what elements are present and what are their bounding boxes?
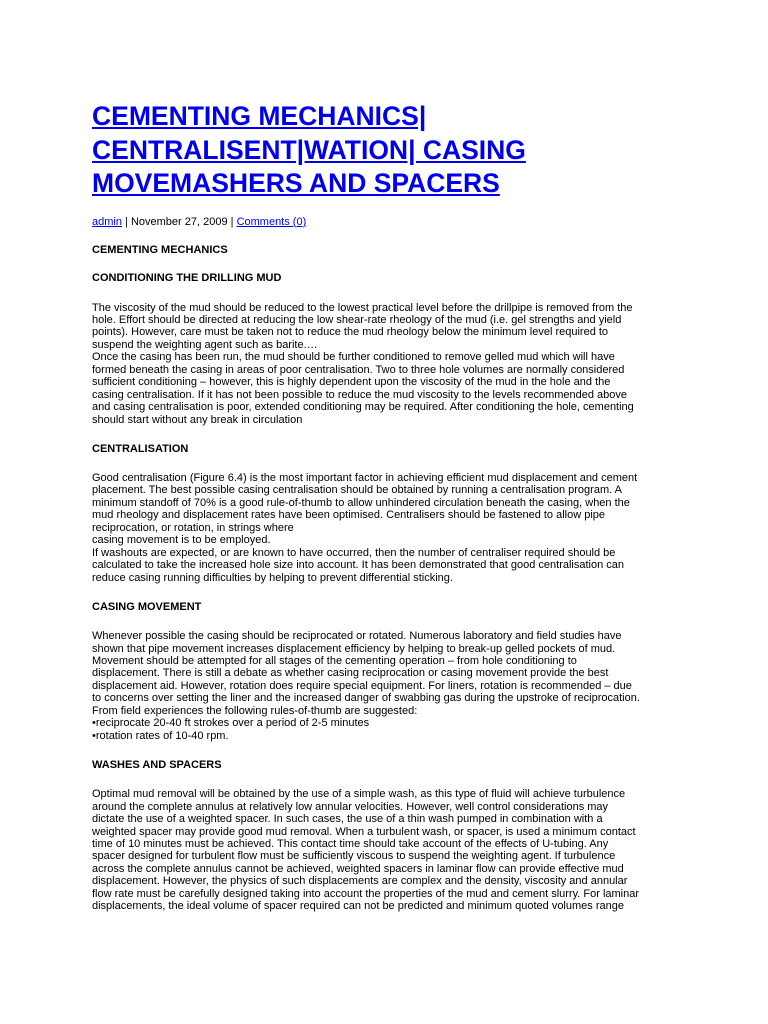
paragraph-line: points). However, care must be taken not to reduce the mud rheology below the minimum level required to xyxy=(92,326,609,339)
paragraph-line: shown that pipe movement increases displacement efficiency by helping to break-up gelled pockets of mud. xyxy=(92,642,616,655)
comments-link[interactable]: Comments (0) xyxy=(236,215,307,228)
paragraph-line: to concerns over setting the liner and the increased danger of swabbing gas during the upstroke of reciprocation. xyxy=(92,692,640,705)
paragraph-line: and casing centralisation is poor, extended conditioning may be required. After conditioning the hole, cementing xyxy=(92,401,634,414)
paragraph-line: around the complete annulus at relatively low annular velocities. However, well control considerations may xyxy=(92,800,609,813)
paragraph-line: mud rheology and displacement rates have been optimised. Centralisers should be fastened to allow pipe xyxy=(92,509,606,522)
paragraph-line: formed beneath the casing in areas of poor centralisation. Two to three hole volumes are normally considered xyxy=(92,363,625,376)
paragraph-line: Once the casing has been run, the mud should be further conditioned to remove gelled mud which will have xyxy=(92,351,615,364)
article xyxy=(92,100,712,913)
main-heading: CEMENTING MECHANICS xyxy=(92,243,228,256)
title-line-1[interactable]: CEMENTING MECHANICS| xyxy=(92,101,427,131)
paragraph-line: reduce casing running difficulties by helping to prevent differential sticking. xyxy=(92,571,453,584)
post-date: November 27, 2009 xyxy=(130,215,228,228)
paragraph-line: should start without any break in circulation xyxy=(92,413,303,426)
paragraph-line: displacements, the ideal volume of spacer required can not be predicted and minimum quoted volumes range xyxy=(92,900,624,913)
section-heading: WASHES AND SPACERS xyxy=(92,759,222,772)
section-heading: CASING MOVEMENT xyxy=(92,601,202,614)
paragraph-line: From field experiences the following rules-of-thumb are suggested: xyxy=(92,704,418,717)
paragraph-line: The viscosity of the mud should be reduced to the lowest practical level before the drillpipe is removed from the xyxy=(92,301,633,314)
paragraph-line: calculated to take the increased hole size into account. It has been demonstrated that good centralisation can xyxy=(92,559,625,572)
paragraph-line: across the complete annulus cannot be achieved, weighted spacers in laminar flow can provide effective mud xyxy=(92,862,624,875)
title-line-2[interactable]: CENTRALISENT|WATION| CASING xyxy=(92,134,526,165)
paragraph-line: displacement. However, the physics of such displacements are complex and the density, viscosity and annular xyxy=(92,875,628,888)
paragraph-line: •reciprocate 20-40 ft strokes over a period of 2-5 minutes xyxy=(92,717,370,730)
paragraph-line: minimum standoff of 70% is a good rule-of-thumb to allow unhindered circulation beneath the casing, when the xyxy=(92,496,630,509)
paragraph-line: sufficient conditioning – however, this is highly dependent upon the viscosity of the mud in the hole and the xyxy=(92,376,611,389)
paragraph-line: time of 10 minutes must be achieved. This contact time should take account of the effects of U-tubing. Any xyxy=(92,838,609,850)
paragraph-line: displacement aid. However, rotation does require special equipment. For liners, rotation is recommended – due xyxy=(92,679,632,692)
article-title-link[interactable] xyxy=(92,100,712,201)
paragraph-line: casing centralisation. If it has not been possible to reduce the mud viscosity to the levels recommended above xyxy=(92,388,628,401)
section-paragraph xyxy=(92,472,712,584)
paragraph-line: suspend the weighting agent such as barite.… xyxy=(92,338,318,351)
paragraph-line: displacement. There is still a debate as whether casing reciprocation or casing movement provide the best xyxy=(92,667,609,680)
paragraph-line: placement. The best possible casing centralisation should be obtained by running a centralisation program. A xyxy=(92,484,622,497)
section-heading: CONDITIONING THE DRILLING MUD xyxy=(92,271,282,284)
section-paragraph xyxy=(92,788,712,913)
paragraph-line: flow rate must be carefully designed taking into account the properties of the mud and cement slurry. For laminar xyxy=(92,887,640,900)
meta-separator: | xyxy=(121,215,131,228)
paragraph-line: reciprocation, or rotation, in strings where xyxy=(92,521,294,534)
paragraph-line: •rotation rates of 10-40 rpm. xyxy=(92,729,229,742)
meta-separator: | xyxy=(227,215,237,228)
paragraph-line: weighted spacer may provide good mud removal. When a turbulent wash, or spacer, is used a minimum contact xyxy=(92,825,636,838)
paragraph-line: If washouts are expected, or are known to have occurred, then the number of centraliser required should be xyxy=(92,546,616,559)
paragraph-line: Whenever possible the casing should be reciprocated or rotated. Numerous laboratory and field studies have xyxy=(92,630,622,643)
paragraph-line: casing movement is to be employed. xyxy=(92,534,271,547)
paragraph-line: Optimal mud removal will be obtained by the use of a simple wash, as this type of fluid will achieve turbulence xyxy=(92,788,626,801)
paragraph-line: hole. Effort should be directed at reducing the low shear-rate rheology of the mud (i.e. gel strengths and yield xyxy=(92,313,622,326)
author-link[interactable]: admin xyxy=(92,215,122,228)
section-paragraph xyxy=(92,302,712,427)
section-heading: CENTRALISATION xyxy=(92,443,189,456)
paragraph-line: spacer designed for turbulent flow must be sufficiently viscous to suspend the weighting agent. If turbulence xyxy=(92,850,616,863)
paragraph-line: Good centralisation (Figure 6.4) is the most important factor in achieving efficient mud displacement and cement xyxy=(92,472,638,485)
post-meta xyxy=(92,215,712,229)
section-paragraph xyxy=(92,630,712,742)
paragraph-line: Movement should be attempted for all stages of the cementing operation – from hole conditioning to xyxy=(92,655,577,668)
paragraph-line: dictate the use of a weighted spacer. In such cases, the use of a thin wash pumped in combination with a xyxy=(92,813,603,826)
title-line-3[interactable]: MOVEMASHERS AND SPACERS xyxy=(92,168,500,198)
